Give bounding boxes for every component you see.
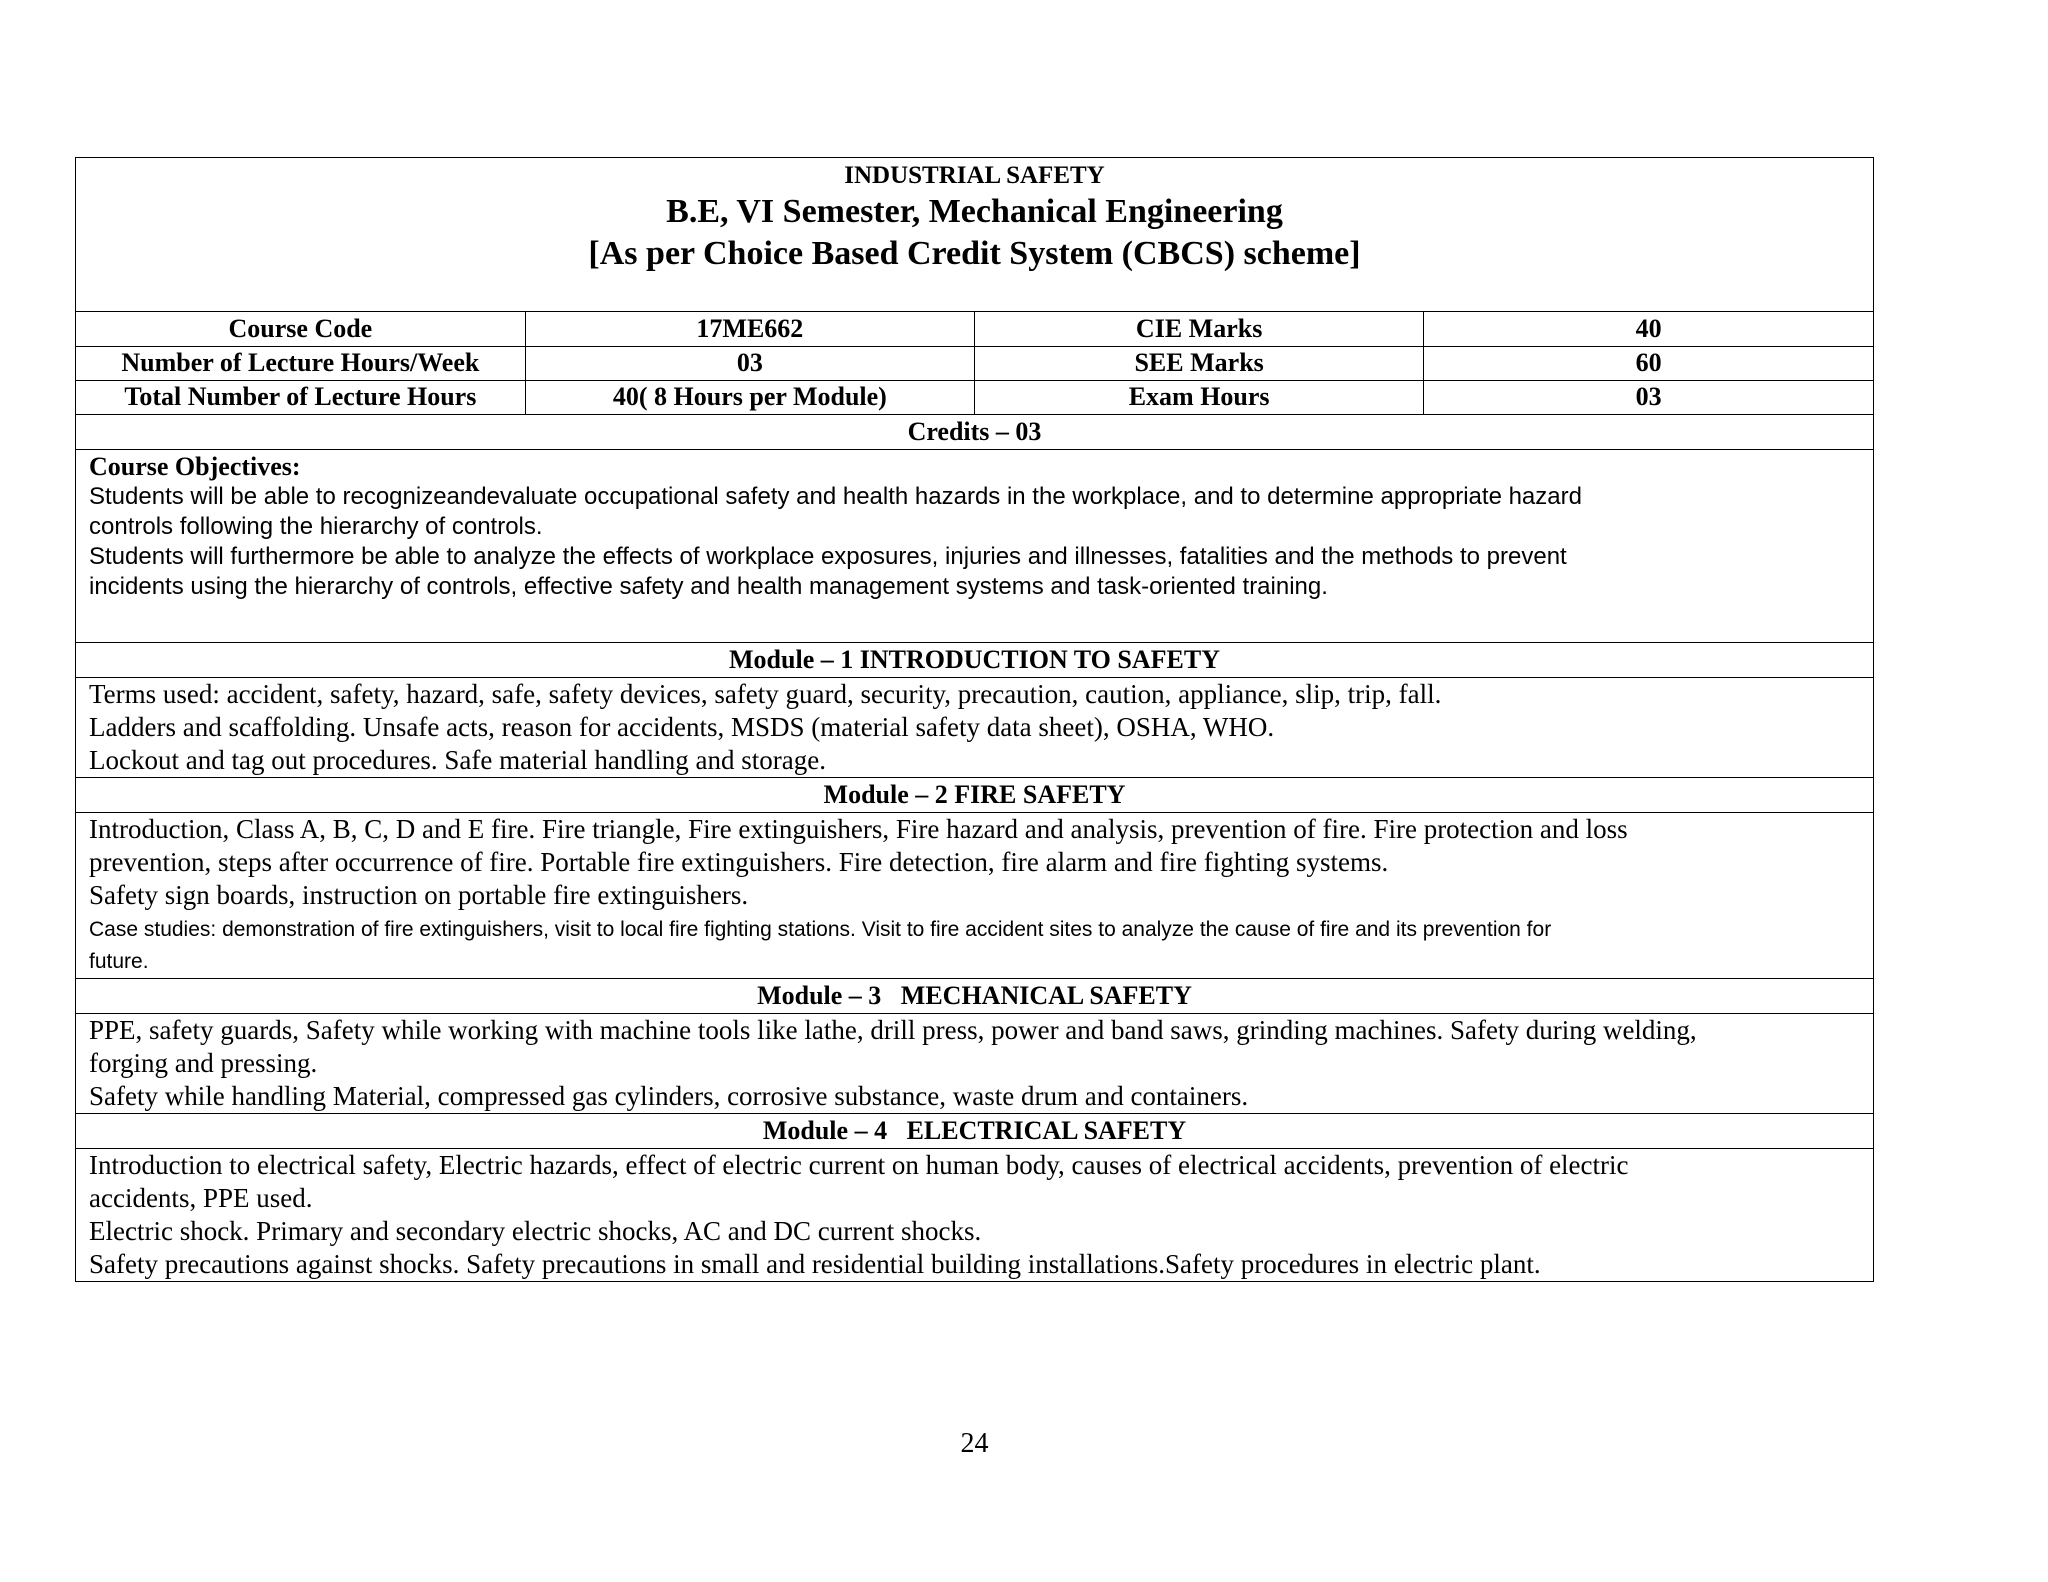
objective-line: controls following the hierarchy of controls. xyxy=(89,512,543,540)
module-2-title: Module – 2 FIRE SAFETY xyxy=(76,778,1873,813)
module-line: Ladders and scaffolding. Unsafe acts, reason for accidents, MSDS (material safety data sheet), OSHA, WHO. xyxy=(89,711,1275,742)
cie-marks-label: CIE Marks xyxy=(975,312,1424,346)
table-row xyxy=(76,312,1873,346)
see-marks-label: SEE Marks xyxy=(975,346,1424,380)
objectives-heading: Course Objectives: xyxy=(89,451,301,481)
module-4-title: Module – 4 ELECTRICAL SAFETY xyxy=(76,1114,1873,1149)
module-line: Safety while handling Material, compressed gas cylinders, corrosive substance, waste drum and containers. xyxy=(89,1080,1249,1111)
subject-title: INDUSTRIAL SAFETY xyxy=(844,162,1105,189)
module-line: Introduction, Class A, B, C, D and E fire. Fire triangle, Fire extinguishers, Fire hazard and analysis, prevention of fire. Fire protection and loss xyxy=(89,813,1628,844)
objective-line: Students will be able to recognizeandevaluate occupational safety and health hazards in the workplace, and to determine appropriate hazard xyxy=(89,482,1582,510)
exam-hours-value: 03 xyxy=(1424,380,1873,414)
module-3-title: Module – 3 MECHANICAL SAFETY xyxy=(76,979,1873,1014)
total-hours-value: 40( 8 Hours per Module) xyxy=(525,380,974,414)
scheme-title: [As per Choice Based Credit System (CBCS) scheme] xyxy=(588,235,1361,272)
module-line: Introduction to electrical safety, Electric hazards, effect of electric current on human body, causes of electrical accidents, prevention of electric xyxy=(89,1149,1629,1180)
cie-marks-value: 40 xyxy=(1424,312,1873,346)
module-line: prevention, steps after occurrence of fire. Portable fire extinguishers. Fire detection, fire alarm and fire fighting systems. xyxy=(89,846,1389,877)
module-line: PPE, safety guards, Safety while working with machine tools like lathe, drill press, power and band saws, grinding machines. Safety during welding, xyxy=(89,1014,1697,1045)
module-2-content xyxy=(76,813,1873,979)
course-info-table xyxy=(76,312,1873,415)
module-line: accidents, PPE used. xyxy=(89,1182,313,1213)
module-line: Terms used: accident, safety, hazard, safe, safety devices, safety guard, security, precaution, caution, appliance, slip, trip, fall. xyxy=(89,678,1442,709)
objective-line: incidents using the hierarchy of controls, effective safety and health management systems and task-oriented training. xyxy=(89,572,1328,600)
case-studies-line: Case studies: demonstration of fire extinguishers, visit to local fire fighting stations. Visit to fire accident sites to analyze the cause of fire and its prevention for xyxy=(89,917,1552,941)
module-3-content xyxy=(76,1014,1873,1114)
table-row xyxy=(76,346,1873,380)
total-hours-label: Total Number of Lecture Hours xyxy=(76,380,525,414)
course-objectives xyxy=(76,450,1873,643)
hours-week-label: Number of Lecture Hours/Week xyxy=(76,346,525,380)
module-line: forging and pressing. xyxy=(89,1047,318,1078)
case-studies-line: future. xyxy=(89,949,149,973)
course-code-value: 17ME662 xyxy=(525,312,974,346)
module-line: Safety sign boards, instruction on portable fire extinguishers. xyxy=(89,879,749,910)
course-code-label: Course Code xyxy=(76,312,525,346)
syllabus-table xyxy=(75,157,1874,1282)
module-4-content xyxy=(76,1149,1873,1281)
module-line: Safety precautions against shocks. Safety precautions in small and residential building installations.Safety procedures in electric plant. xyxy=(89,1248,1541,1279)
module-1-title: Module – 1 INTRODUCTION TO SAFETY xyxy=(76,643,1873,678)
module-1-content xyxy=(76,678,1873,778)
module-line: Electric shock. Primary and secondary electric shocks, AC and DC current shocks. xyxy=(89,1215,982,1246)
credits: Credits – 03 xyxy=(76,415,1873,450)
page-number: 24 xyxy=(960,1428,989,1459)
objective-line: Students will furthermore be able to analyze the effects of workplace exposures, injuries and illnesses, fatalities and the methods to prevent xyxy=(89,542,1567,570)
program-title: B.E, VI Semester, Mechanical Engineering xyxy=(666,193,1283,230)
module-line: Lockout and tag out procedures. Safe material handling and storage. xyxy=(89,744,827,775)
table-row xyxy=(76,380,1873,414)
see-marks-value: 60 xyxy=(1424,346,1873,380)
hours-week-value: 03 xyxy=(525,346,974,380)
syllabus-header xyxy=(76,158,1873,312)
exam-hours-label: Exam Hours xyxy=(975,380,1424,414)
